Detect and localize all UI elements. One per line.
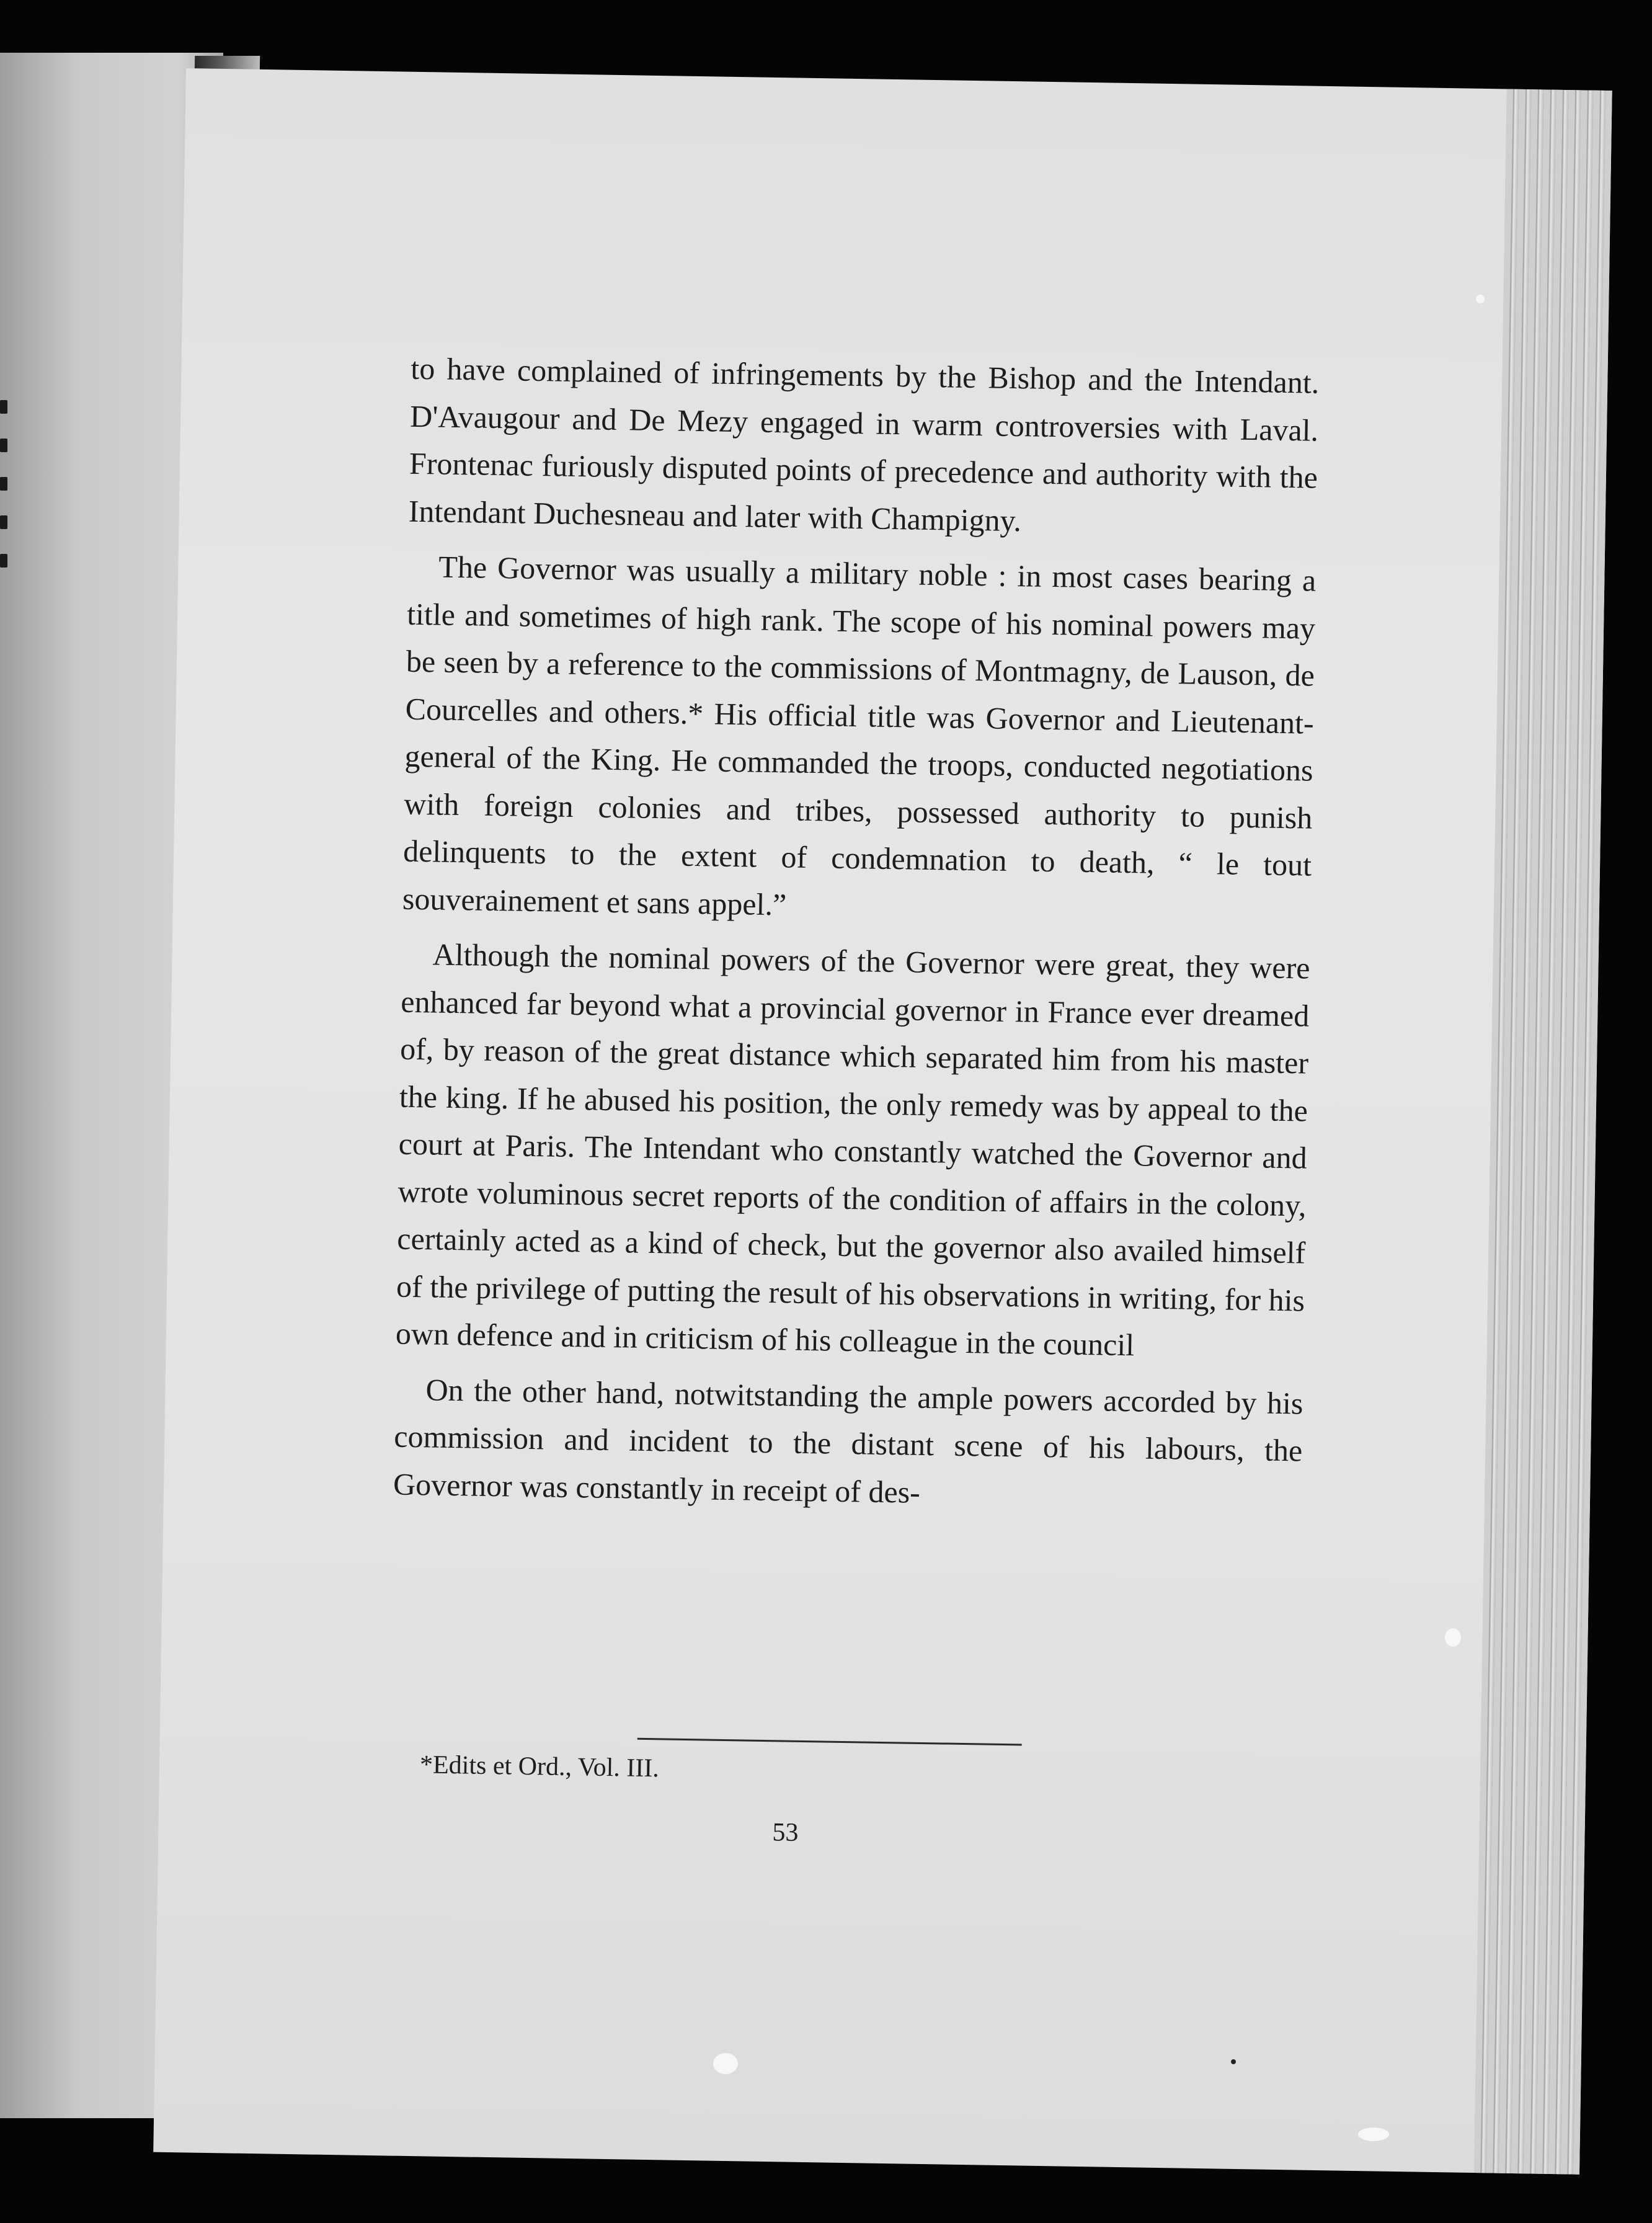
book-page <box>153 68 1612 2175</box>
scan-speck <box>713 2053 738 2074</box>
page-edges <box>1474 89 1612 2174</box>
page-number: 53 <box>772 1818 799 1847</box>
previous-page-text-fragments <box>0 400 9 592</box>
text-fragment <box>0 477 7 491</box>
footnote: *Edits et Ord., Vol. III. <box>419 1750 660 1783</box>
scan-speck <box>1231 2059 1236 2064</box>
paragraph-continuation: to have complained of infringements by the Bishop and the Intendant. D'Avaugour and De Mezy engaged in warm controversies with Laval. Frontenac furiously disputed points of precedence and authority with the Intendant Duchesneau and later with Champigny. <box>408 350 1320 538</box>
text-fragment <box>0 515 7 529</box>
text-fragment <box>0 439 7 452</box>
scan-speck <box>1358 2127 1389 2141</box>
text-fragment <box>0 554 7 568</box>
footnote-rule <box>637 1738 1022 1746</box>
paragraph-other-hand: On the other hand, notwitstanding the ample powers accorded by his commission and incident to the distant scene of his labours, the Governor was constantly in receipt of des- <box>393 1371 1303 1510</box>
paragraph-governor-rank: The Governor was usually a military noble : in most cases bearing a title and sometimes of high rank. The scope of his nominal powers may be seen by a reference to the commissions of Montmagny, de Lauson, de Courcelles and others.* His official title was Governor and Lieutenant-general of the King. He commanded the troops, conducted negotiations with foreign colonies and tribes, possessed authority to punish delinquents to the extent of condemnation to death, “ le tout souverainement et sans appel.” <box>402 549 1317 922</box>
text-fragment <box>0 400 7 414</box>
body-text <box>393 345 1319 1530</box>
scan-speck <box>1476 295 1485 303</box>
scan-speck <box>1445 1628 1461 1647</box>
paragraph-governor-powers: Although the nominal powers of the Governor were great, they were enhanced far beyond what a provincial governor in France ever dreamed of, by reason of the great distance which separated him from his master the king. If he abused his position, the only remedy was by appeal to the court at Paris. The Intendant who constantly watched the Governor and wrote voluminous secret reports of the condition of affairs in the colony, certainly acted as a kind of check, but the governor also availed himself of the privilege of putting the result of his observations in writing, for his own defence and in criticism of his colleague in the council <box>395 937 1310 1363</box>
